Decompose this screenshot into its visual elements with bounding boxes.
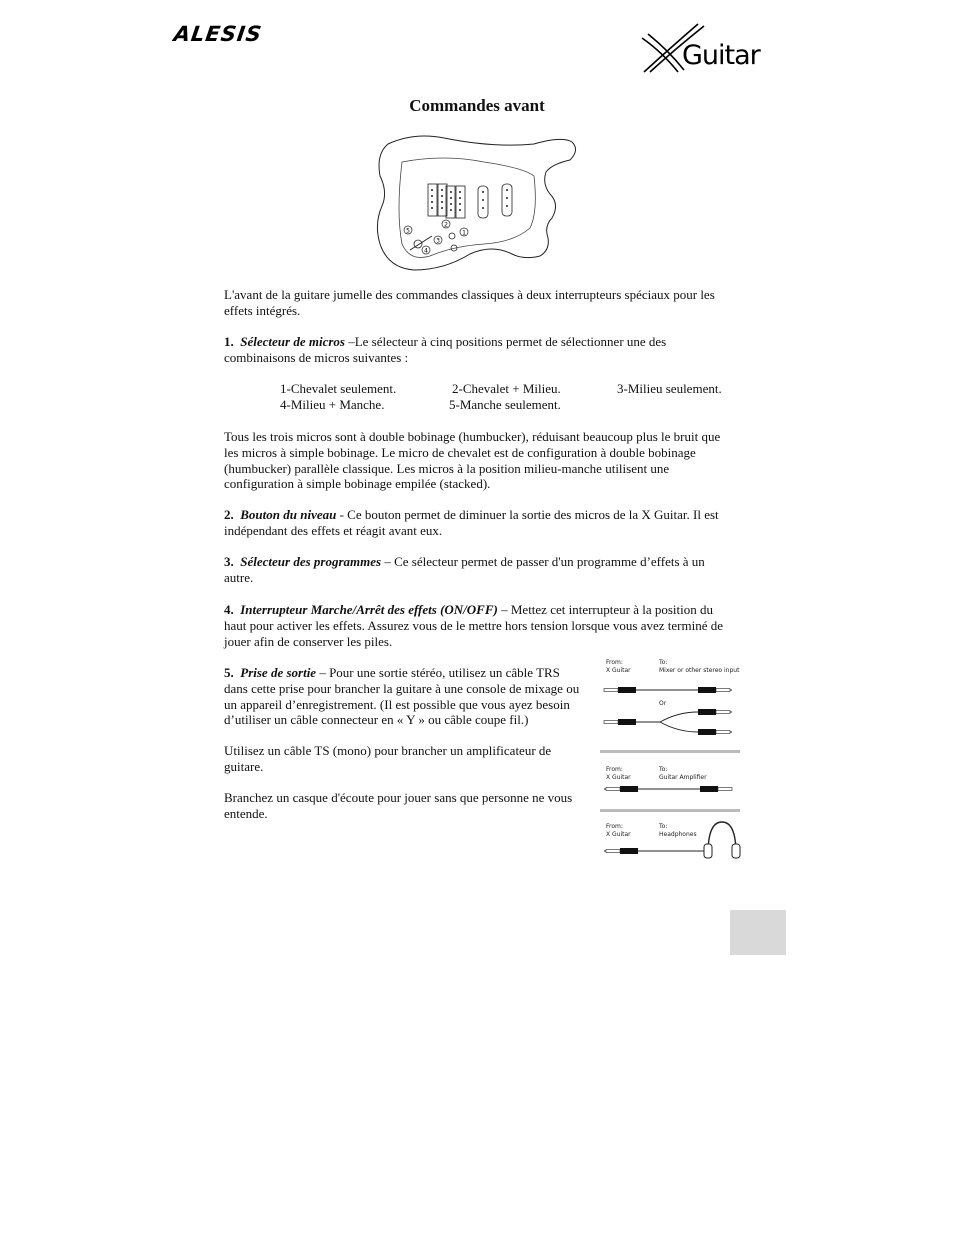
item-pickup-selector	[224, 334, 734, 366]
ts-cable-icon	[604, 786, 732, 792]
pickup-option-3: 3-Milieu seulement.	[617, 381, 722, 396]
guitar-marker-1	[460, 228, 468, 237]
diagram-source-3: X Guitar	[606, 831, 631, 838]
item-number: 1.	[224, 334, 234, 349]
item-term: Sélecteur de micros	[240, 334, 345, 349]
alesis-logo: ALESIS	[172, 22, 264, 46]
headphones-icon	[604, 822, 740, 858]
humbucker-paragraph: Tous les trois micros sont à double bobinage (humbucker), réduisant beaucoup plus le bruit que les micros à simple bobinage. Le micro de chevalet est de configuration à double bobinage (humbucker) parallèle classique. Les micros à la position milieu-manche utilisent une configuration à simple bobinage empilée (stacked).	[224, 429, 721, 492]
xguitar-logo	[638, 20, 770, 76]
diagram-or-label: Or	[659, 700, 667, 707]
item-number: 5.	[224, 665, 234, 680]
diagram-divider	[600, 750, 740, 753]
item-term: Bouton du niveau	[240, 507, 337, 522]
diagram-source-2: X Guitar	[606, 774, 631, 781]
diagram-dest-3: Headphones	[659, 831, 697, 838]
diagram-source-1: X Guitar	[606, 667, 631, 674]
diagram-dest-1: Mixer or other stereo input	[659, 667, 740, 674]
diagram-from-label-1: From:	[606, 659, 623, 666]
item-text: – Pour une sortie stéréo, utilisez un câble TRS dans cette prise pour brancher la guitare à une console de mixage ou un appareil d’enregistrement. (Il est possible que vous ayez besoin d’utiliser un câble connecteur en « Y » ou câble coupe fil.)	[224, 665, 580, 728]
item-number: 4.	[224, 602, 234, 617]
item-text: - Ce bouton permet de diminuer la sortie des micros de la X Guitar. Il est indépendant des effets et réagit avant eux.	[224, 507, 719, 538]
guitar-marker-4	[422, 246, 430, 255]
cable-connection-diagram	[598, 656, 748, 868]
item-effects-switch	[224, 602, 730, 649]
svg-text:2: 2	[444, 221, 448, 229]
y-cable-icon	[604, 709, 732, 735]
pickup-option-1: 1-Chevalet seulement.	[280, 381, 397, 396]
item-term: Interrupteur Marche/Arrêt des effets (ON/OFF)	[240, 602, 498, 617]
diagram-to-label-1: To:	[659, 659, 668, 666]
intro-paragraph: L'avant de la guitare jumelle des commandes classiques à deux interrupteurs spéciaux pour les effets intégrés.	[224, 287, 715, 318]
svg-text:5: 5	[406, 227, 410, 235]
diagram-divider	[600, 809, 740, 812]
item-term: Sélecteur des programmes	[240, 554, 382, 569]
page-number-box	[730, 910, 786, 955]
pickup-option-2: 2-Chevalet + Milieu.	[452, 381, 561, 396]
pickup-option-5: 5-Manche seulement.	[449, 397, 561, 412]
guitar-marker-2	[442, 220, 450, 229]
item-level-knob	[224, 507, 734, 539]
svg-text:1: 1	[462, 229, 466, 237]
item-text: – Ce sélecteur permet de passer d'un programme d’effets à un autre.	[224, 554, 705, 585]
xguitar-logo-text: Guitar	[682, 40, 760, 71]
item-program-selector	[224, 554, 734, 586]
guitar-marker-3	[434, 236, 442, 245]
page-title: Commandes avant	[409, 96, 545, 115]
diagram-to-label-3: To:	[659, 823, 668, 830]
guitar-body-illustration	[374, 132, 580, 274]
item-number: 3.	[224, 554, 234, 569]
guitar-marker-5	[404, 226, 412, 235]
diagram-to-label-2: To:	[659, 766, 668, 773]
svg-text:3: 3	[436, 237, 440, 245]
trs-cable-icon	[604, 687, 732, 693]
pickup-option-4: 4-Milieu + Manche.	[280, 397, 385, 412]
item-number: 2.	[224, 507, 234, 522]
diagram-from-label-3: From:	[606, 823, 623, 830]
item-text: –Le sélecteur à cinq positions permet de sélectionner une des combinaisons de micros suivantes :	[224, 334, 667, 365]
diagram-dest-2: Guitar Amplifier	[659, 774, 707, 781]
item-text: – Mettez cet interrupteur à la position du haut pour activer les effets. Assurez vous de le mettre hors tension lorsque vous avez terminé de jouer afin de conserver les piles.	[224, 602, 724, 649]
headphone-paragraph: Branchez un casque d'écoute pour jouer sans que personne ne vous entende.	[224, 790, 573, 821]
item-output-jack	[224, 665, 586, 728]
item-term: Prise de sortie	[240, 665, 317, 680]
svg-text:4: 4	[424, 247, 428, 255]
diagram-from-label-2: From:	[606, 766, 623, 773]
ts-cable-paragraph: Utilisez un câble TS (mono) pour brancher un amplificateur de guitare.	[224, 743, 552, 774]
